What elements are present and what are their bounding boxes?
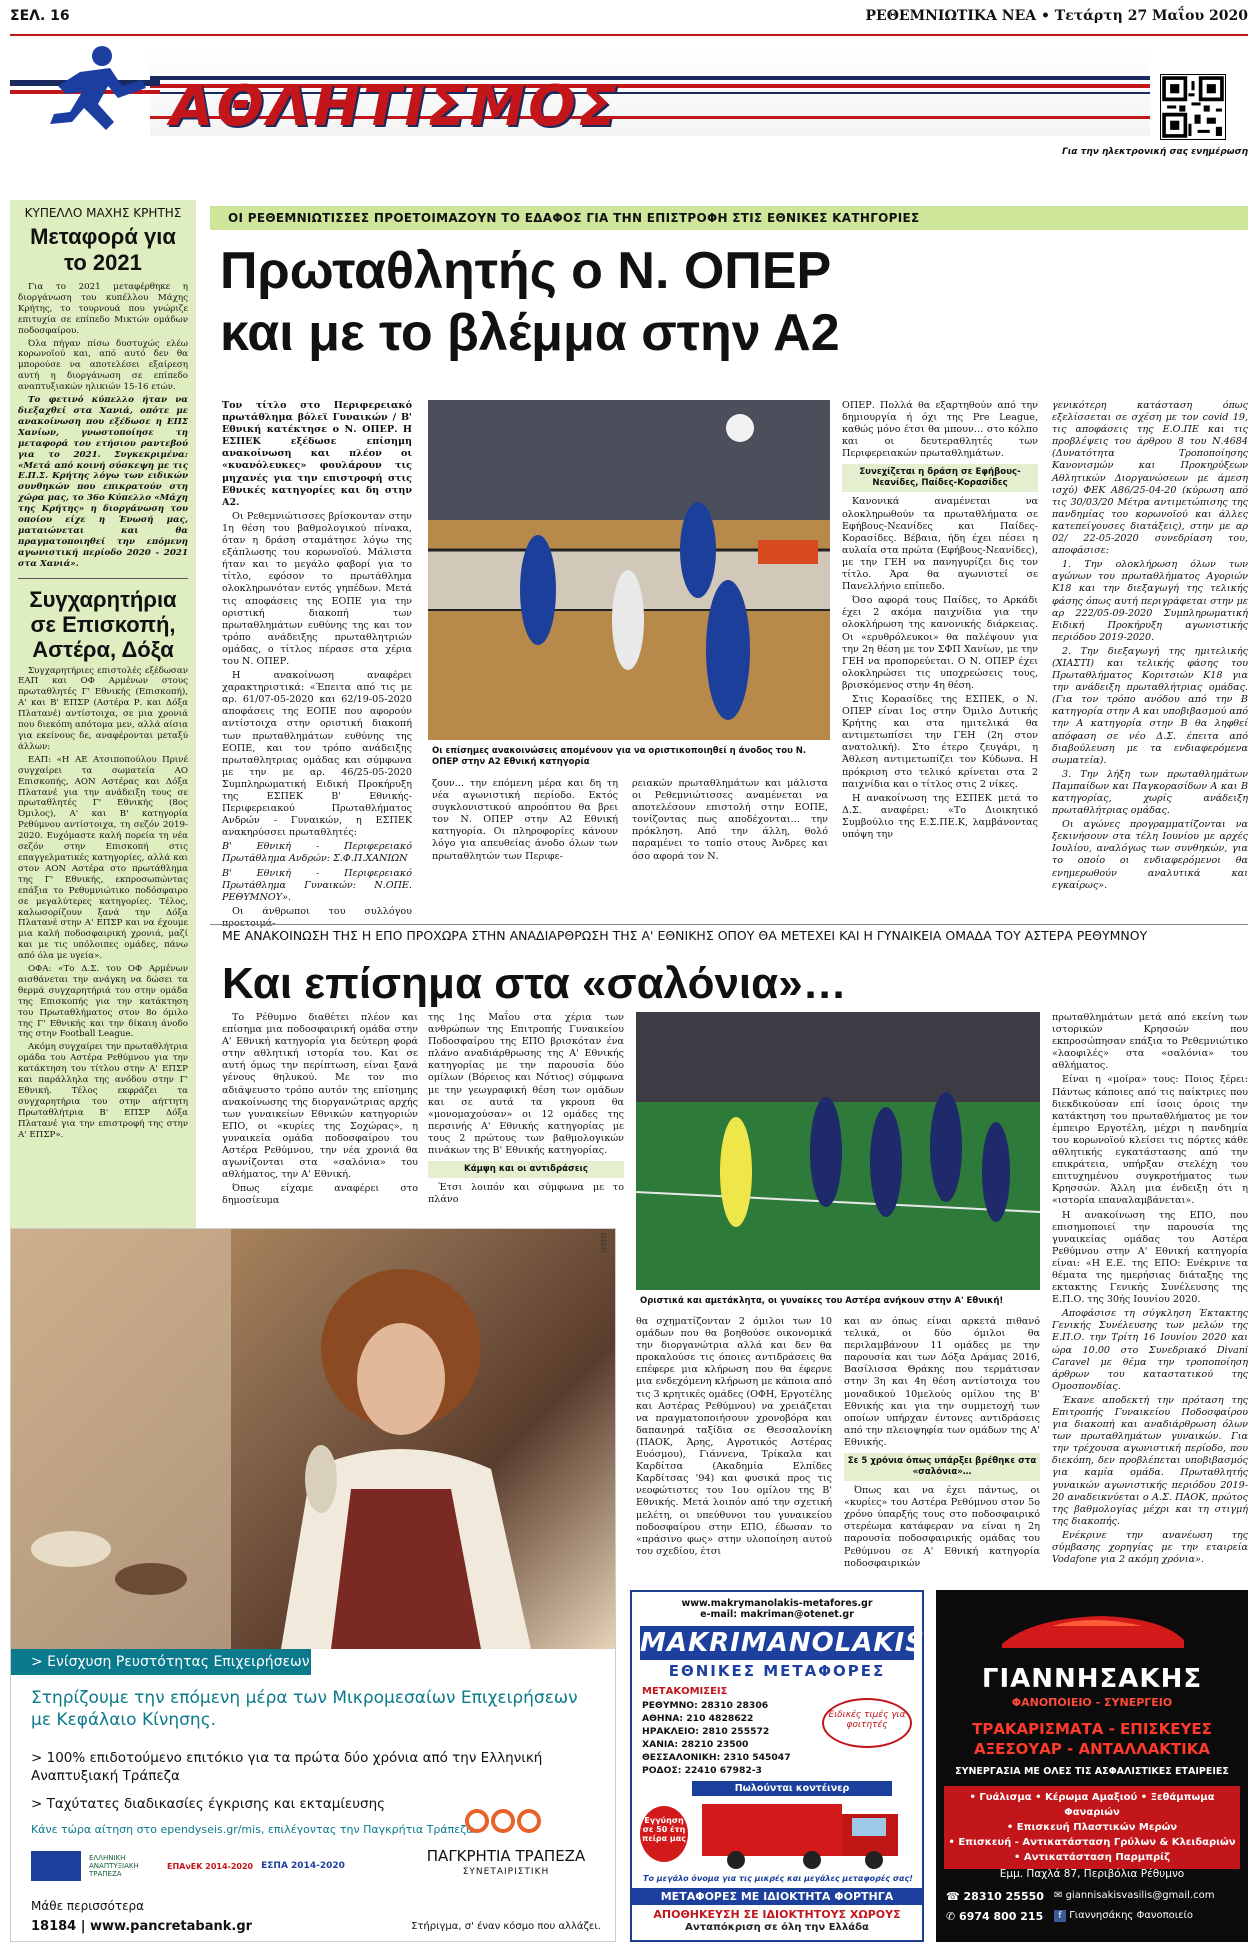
logo-text: ΕΛΛΗΝΙΚΗ ΑΝΑΠΤΥΞΙΑΚΗ ΤΡΑΠΕΖΑ bbox=[89, 1854, 139, 1878]
story2-column-4 bbox=[844, 1316, 1040, 1572]
paragraph: Για το 2021 μεταφέρθηκε η διοργάνωση του κυπέλλου Μάχης Κρήτης, το τουρνουά που γνώριζε επιτυχία σε επίπεδο Μικτών ομάδων ποδοσφαίρου. bbox=[18, 282, 188, 336]
moving-company-ad[interactable] bbox=[630, 1590, 924, 1942]
paragraph: ΕΑΠ: «Η ΑΕ Ατσιποπούλου Πρινέ συγχαίρει τα σωματεία ΑΟ Επισκοπής, ΑΟΝ Αστέρας και Δόξα Πλατανέ για την ανάδειξη τους σε πρωταθλητές Γ' Εθνικής (8ος Όμιλος), Α' και Β' κατηγορία Ρεθύμνου αντίστοιχα, τη σεζόν 2019-2020. Ευχόμαστε καλή πορεία τη νέα σεζόν στην Επισκοπή στις επαγγελματικές κατηγορίες, αλλά και στον ΑΟΝ Αστέρα στο πρωτάθλημα της Γ' Εθνικής, εκπροσωπώντας επάξια το Ρεθυμνιώτικο ποδόσφαιρο σε μεγαλύτερες κατηγορίες. Τέλος, καλωσορίζουν ξανά την Δόξα Πλατανέ στην Α' ΕΠΣΡ και να έχουμε μια καλή ποδοσφαιρική χρονιά, μαζί και με τις υπόλοιπες ομάδες, πάνω από όλα με υγεία». bbox=[18, 754, 188, 962]
ad-tagline: ΕΘΝΙΚΕΣ ΜΕΤΑΦΟΡΕΣ bbox=[668, 1662, 886, 1680]
paragraph: Το Ρέθυμνο διαθέτει πλέον και επίσημα μια ποδοσφαιρική ομάδα στην Α' Εθνική κατηγορία για δεύτερη φορά στην αθλητική ιστορία του. Και σε αυτή όμως την περίπτωση, είναι ξανά γένους θηλυκού. Με τον πιο αδιάψευστο τρόπο αυτόν της επίσημης ανακοίνωσης της διοργανώτριας αρχής των γυναικείων Εθνικών κατηγοριών ΕΠΟ, οι «κυρίες της Σοχώρας», η γυναικεία ομάδα ποδοσφαίρου του Αστέρα Ρεθύμνου, την νέα χρονιά θα αγωνίζονται στα «σαλόνια» του αθλήματος, την Α' Εθνική. bbox=[222, 1012, 418, 1181]
photo-caption: Οριστικά και αμετάκλητα, οι γυναίκες του Αστέρα ανήκουν στην Α' Εθνική! bbox=[640, 1296, 1004, 1306]
paragraph: Η ανακοίνωση αναφέρει χαρακτηριστικά: «Έπειτα από τις με αρ. 61/07-05-2020 και 62/19-05-2020 αποφάσεις της ΕΟΠΕ που αφορούν αντίστοιχα στην οριστική διακοπή των πρωταθλημάτων ευθύνης της ΕΟΠΕ, και τον τρόπο ανάδειξης πρωταθλητριας ομάδας και σύμφωνα με την με αρ. 46/25-05-2020 Συμπληρωματική Ειδική Προκήρυξη της ΕΣΠΕΚ Β' Εθνικής- Περιφερειακού Πρωταθλήματος Ανδρών - Γυναικών, η ΕΣΠΕΚ ανακηρύσσει πρωταθλητές: bbox=[222, 670, 412, 839]
brief-body bbox=[18, 282, 188, 570]
eu-flag-icon bbox=[31, 1851, 81, 1881]
headline-line: Πρωταθλητής ο Ν. ΟΠΕΡ bbox=[220, 242, 832, 300]
bank-slogan: Στήριγμα, σ' έναν κόσμο που αλλάζει. bbox=[411, 1921, 601, 1932]
ad-contact[interactable]: 18184 | www.pancretabank.gr bbox=[31, 1919, 253, 1934]
story1-column-2b bbox=[432, 778, 618, 865]
story1-lead: Τον τίτλο στο Περιφερειακό πρωτάθλημα βόλεϊ Γυναικών / Β' Εθνική κατέκτησε ο Ν. ΟΠΕΡ. Η ΕΣΠΕΚ εξέδωσε επίσημη ανακοίνωση και πλέον οι «κυανόλευκες» φουλάρουν τις μηχανές για την επιστροφή στις Εθνικές κατηγορίες και δη στην Α2. bbox=[222, 400, 412, 508]
phone-line: ΧΑΝΙΑ: 28210 23500 bbox=[642, 1739, 749, 1750]
paragraph: ΟΦΑ: «Το Δ.Σ. του ΟΦ Αρμένων αισθάνεται την ανάγκη να δώσει τα θερμά συγχαρητήριά του στην ομάδα της Επισκοπής για την κατάκτηση του Πρωταθλήματος στον 8ο όμιλο της Γ' Εθνικής και την δίκαιη άνοδο της στην Football League. bbox=[18, 964, 188, 1040]
bank-brand: ΠΑΓΚΡΗΤΙΑ ΤΡΑΠΕΖΑ bbox=[426, 1847, 586, 1865]
story1-subhead: Συνεχίζεται η δράση σε Εφήβους-Νεανίδες, Παίδες-Κορασίδες bbox=[842, 464, 1038, 492]
ad-containers: Πωλούνται κοντέινερ bbox=[692, 1781, 892, 1796]
phone-line: ✆ 6974 800 215 bbox=[946, 1910, 1044, 1923]
ad-line: ΤΡΑΚΑΡΙΣΜΑΤΑ - ΕΠΙΣΚΕΥΕΣ bbox=[972, 1720, 1212, 1738]
volleyball-scene-icon bbox=[428, 400, 830, 740]
brief-kicker: ΚΥΠΕΛΛΟ ΜΑΧΗΣ ΚΡΗΤΗΣ bbox=[24, 206, 182, 220]
logo-text: ΕΠΑνΕΚ 2014-2020 bbox=[167, 1861, 254, 1871]
service-list bbox=[944, 1786, 1240, 1869]
service-item: • Επισκευή Πλαστικών Μερών bbox=[1006, 1822, 1178, 1833]
paragraph: Έκανε αποδεκτή την πρόταση της Επιτροπής Γυναικείου Ποδοσφαίρου για διακοπή και αναδιάρθρωση όλων των πρωταθλημάτων γυναικών. Για την τρέχουσα αγωνιστική περίοδο, που διεκόπη, δεν προβλέπεται υποβιβασμός για καμία ομάδα. Πρωταθλητής γυναικών αγωνιστικής περιόδου 2019-20 αναδεικνύεται ο Α.Σ. ΠΑΟΚ, πρώτος της βαθμολογίας μέχρι και τη στιγμή της διακοπής. bbox=[1052, 1394, 1248, 1527]
ad-brand: ΓΙΑΝΝΗΣΑΚΗΣ bbox=[981, 1664, 1203, 1694]
qr-code-icon[interactable] bbox=[1160, 74, 1226, 140]
paragraph: Όλα πήγαν πίσω δυστυχώς ελέω κορωνοϊού και, από αυτό δεν θα μπορούσε να αποτελέσει εξαίρεση αυτή η διοργάνωση σε επίπεδο αναπτυξιακών ηλικιών 15-16 ετών. bbox=[18, 338, 188, 393]
bank-logo-icon bbox=[463, 1807, 543, 1835]
paragraph: γενικότερη κατάσταση όπως εξελίσσεται σε σχέση με τον covid 19, τις αποφάσεις της Ε.Ο.ΠΕ και τις προβλέψεις του άρθρου 8 του Ν.4684 (Δυνατότητα Τροποποίησης Κανονισμών και Προκηρύξεων Αθλητικών Διοργανώσεων με άμεση ισχύ) ΦΕΚ Α86/25-04-20 (κύρωση από τις 30/03/20 Μέτρα αντιμετώπισης της πανδημίας του κορωνοϊού και άλλες κατεπείγουσες διατάξεις), στην με αρ 02/ 22-05-2020 συνεδρίαση του, αποφάσισε: bbox=[1052, 400, 1248, 557]
paper-date: ΡΕΘΕΜΝΙΩΤΙΚΑ ΝΕΑ • Τετάρτη 27 Μαΐου 2020 bbox=[865, 8, 1248, 24]
story2-subhead: Κάμψη και οι αντιδράσεις bbox=[428, 1161, 624, 1178]
paragraph: Η ανακοίνωση της ΕΠΟ, που επισημοποιεί την παρουσία της γυναικείας ομάδας του Αστέρα Ρεθύμνου στην Α' Εθνική κατηγορία είναι: «Η Ε.Ε. της ΕΠΟ: Ενέκρινε τα θέματα της ημερήσιας διάταξης της εκτακτης Γενικής Συνέλευσης της Ε.Π.Ο. της 30ής Ιουνίου 2020. bbox=[1052, 1209, 1248, 1306]
paragraph: θα σχηματίζονταν 2 όμιλοι των 10 ομάδων που θα βοηθούσε οικονομικά την διοργανώτρια αλλά και δεν θα προκαλούσε τις όποιες αντιδράσεις θα επέφερε μια κλήρωση που θα έφερνε μια ενδεχόμενη κλήρωση με κάποια από τις 3 κρητικές ομάδες (ΟΦΗ, Εργοτέλης και Αστέρας Ρεθύμνου) να χρειάζεται να πραγματοποιήσουν χρονοβόρα και δαπανηρά ταξίδια σε Θεσσαλονίκη (ΠΑΟΚ, Άρης, Αγροτικός Αστέρας Ευόσμου), Γιάννενα, Τρίκαλα και Καρδίτσα (Ακαδημία Ελπίδες Καρδίτσας '94) και φυσικά προς τις νεοφώτιστες του 1ου ομίλου της Β' Εθνικής. Μετά λοιπόν από την σχετική μελέτη, οι υπεύθυνοι του γυναικείου ποδοσφαίρου στην ΕΠΟ, έδωσαν το «πράσινο φως» στην υλοποίηση αυτού του σχεδίου, έτσι bbox=[636, 1316, 832, 1557]
story-divider bbox=[210, 924, 1248, 925]
ad-brand: MAKRIMANOLAKIS bbox=[640, 1628, 925, 1658]
phone-line: ΘΕΣΣΑΛΟΝΙΚΗ: 2310 545047 bbox=[642, 1752, 791, 1763]
ad-web[interactable]: www.makrymanolakis-metafores.gr bbox=[681, 1598, 873, 1609]
ad-sub: ΦΑΝΟΠΟΙΕΙΟ - ΣΥΝΕΡΓΕΙΟ bbox=[1011, 1696, 1173, 1709]
divider bbox=[18, 578, 188, 579]
paragraph: 1. Την ολοκλήρωση όλων των αγώνων του πρωταθλήματος Αγοριών Κ18 και την διεξαγωγή της τελικής φάσης όπως αυτή περιγράφεται στην με αρ 222/05-09-2020 Συμπληρωματική Ειδική Προκήρυξη αγωνιστικής περιόδου 2019-2020. bbox=[1052, 559, 1248, 643]
sports-car-icon bbox=[992, 1604, 1192, 1658]
paragraph: Είναι η «μοίρα» τους: Ποιος ξέρει: Πάντως κάποιες από τις παίκτριες που διεκδικούσαν επί ίσοις όροις την κατάκτηση του πρωταθλήματος με τον έμπειρο Εργοτέλη, μέχρι η πανδημία του κορωνοϊού κλείσει τις πόρτες κάθε αθλητικής εγκατάστασης από την επικράτεια, υπήρξαν στελέχη του επιτυχημένου συγκροτήματος των Κρησσών. Άλλη μια ένδειξη ότι η «ιστορία επαναλαμβάνεται». bbox=[1052, 1074, 1248, 1207]
story2-column-5 bbox=[1052, 1012, 1248, 1568]
ad-sub: ΜΕΤΑΚΟΜΙΣΕΙΣ bbox=[642, 1686, 728, 1697]
ad-address: Εμμ. Παχλά 87, Περιβόλια Ρέθυμνο bbox=[999, 1868, 1185, 1880]
pancreta-bank-ad[interactable] bbox=[10, 1228, 616, 1942]
paragraph: Ακόμη συγχαίρει την πρωταθλήτρια ομάδα του Αστέρα Ρεθύμνου για την κατάκτηση του τίτλου στην Α' ΕΠΣΡ και παράλληλα της ανόδου στην Γ' Εθνική. Τέλος εκφράζει τα συγχαρητήρια του στην αήττητη Πρωταθλήτρια Β' ΕΠΣΡ Δόξα Πλατανέ για την επιστροφή της στην Α' ΕΠΣΡ». bbox=[18, 1042, 188, 1140]
football-photo bbox=[636, 1012, 1040, 1290]
story1-kicker: ΟΙ ΡΕΘΕΜΝΙΩΤΙΣΣΕΣ ΠΡΟΕΤΟΙΜΑΖΟΥΝ ΤΟ ΕΔΑΦΟΣ ΓΙΑ ΤΗΝ ΕΠΙΣΤΡΟΦΗ ΣΤΙΣ ΕΘΝΙΚΕΣ ΚΑΤΗΓΟΡΙΕΣ bbox=[210, 206, 1248, 230]
qr-caption: Για την ηλεκτρονική σας ενημέρωση bbox=[1062, 147, 1248, 157]
ad-headline: Στηρίζουμε την επόμενη μέρα των Μικρομεσαίων Επιχειρήσεων με Κεφάλαιο Κίνησης. bbox=[31, 1688, 578, 1730]
volleyball-photo bbox=[428, 400, 830, 740]
football-scene-icon bbox=[636, 1012, 1040, 1290]
paragraph: Β' Εθνική - Περιφερειακό Πρωτάθλημα Ανδρών: Σ.Φ.Π.ΧΑΝΙΩΝ bbox=[222, 841, 412, 865]
paragraph: Αποφάσισε τη σύγκληση Έκτακτης Γενικής Συνέλευσης των μελών της Ε.Π.Ο. την Τρίτη 16 Ιουνίου 2020 και ώρα 10.00 στο Συνεδριακό Divani Caravel με θέμα την τροποποίηση άρθρων του καταστατικού της Ομοσπονδίας. bbox=[1052, 1308, 1248, 1392]
paragraph: Β' Εθνική - Περιφερειακό Πρωτάθλημα Γυναικών: Ν.ΟΠΕ. ΡΕΘΥΜΝΟΥ». bbox=[222, 867, 412, 903]
paragraph: Κανονικά αναμένεται να ολοκληρωθούν τα πρωταθλήματα σε Εφήβους-Νεανίδες και Παίδες-Κορασίδες. Βέβαια, ήδη έχει πέσει η αυλαία στα πρώτα (Εφήβους-Νεανίδες), με την ΓΕΗ να πανηγυρίζει δις τον τίτλο. Άρα θα αγωνιστεί σε Πανελλήνιο επίπεδο. bbox=[842, 496, 1038, 593]
phone-line: ΑΘΗΝΑ: 210 4828622 bbox=[642, 1713, 754, 1724]
ad-tab: > Ενίσχυση Ρευστότητας Επιχειρήσεων bbox=[11, 1649, 311, 1675]
sidebar-briefs bbox=[10, 200, 196, 1232]
ad-bullet: > 100% επιδοτούμενο επιτόκιο για τα πρώτα δύο χρόνια από την Ελληνική Αναπτυξιακή Τράπεζα bbox=[31, 1750, 543, 1784]
phone-line: ΡΟΔΟΣ: 22410 67982-3 bbox=[642, 1765, 762, 1776]
paragraph: Στις Κορασίδες της ΕΣΠΕΚ, ο Ν. ΟΠΕΡ είναι 1ος στην Όμιλο Δυτικής Κρήτης και στα ημιτελικά θα αντιμετωπίσει την ΓΕΗ (2η στον ανατολική). Στο έτερο ζευγάρι, η Άθλεση αντιμετωπίζει τον Κύδωνα. Η πρόκριση στο τελικό κρίνεται στα 2 παιχνίδια και ο τίτλος στις 2 νίκες. bbox=[842, 693, 1038, 790]
paragraph: της 1ης Μαΐου στα χέρια των ανθρώπων της Επιτροπής Γυναικείου Ποδοσφαίρου της ΕΠΟ βρισκόταν ένα πλάνο αναδιάρθρωσης της Α' Εθνικής κατηγορίας με την παρουσία δύο ομίλων (Βόρειος και Νότιος) σύμφωνα με την γεωγραφική θέση των ομάδων και σε αυτά τα γκρουπ θα «μονομαχούσαν» οι 12 ομάδες της περσινής Α' Εθνικής κατηγορίας με τους 2 πρώτους των βαθμολογικών πινάκων της Β' Εθνικής κατηγορίας. bbox=[428, 1012, 624, 1157]
story2-headline: Και επίσημα στα «σαλόνια»… bbox=[222, 959, 847, 1008]
paragraph: ρειακών πρωταθλημάτων και μάλιστα οι Ρεθεμνιώτισσες αναμένεται να αποτελέσουν επιστολή στην ΕΟΠΕ, τονίζοντας πως αποδέχονται… την πρόκληση. Από την άλλη, θολό παραμένει το τοπίο στους Άνδρες και όσο αφορά τον Ν. bbox=[632, 778, 828, 862]
guarantee-badge: Εγγύηση σε 50 έτη πείρα μας bbox=[640, 1806, 688, 1862]
ad-cta[interactable]: Κάνε τώρα αίτηση στο ependyseis.gr/mis, επιλέγοντας την Παγκρήτια Τράπεζα. bbox=[31, 1823, 477, 1836]
facebook-line[interactable] bbox=[1054, 1910, 1193, 1922]
truck-icon bbox=[692, 1798, 912, 1870]
ad-bubble: Ειδικές τιμές για φοιτητές bbox=[822, 1698, 912, 1748]
service-item: • Γυάλισμα • Κέρωμα Αμαξιού • Ξεθάμπωμα Φαναριών bbox=[969, 1792, 1215, 1818]
funding-logos bbox=[31, 1851, 345, 1881]
paragraph: ΟΠΕΡ. Πολλά θα εξαρτηθούν από την δημιουργία ή όχι της Pre League, καθώς μόνο έτσι θα μπουν… στο κόλπο και οι δευτεραθλητές των Περιφερειακών πρωταθλημάτων. bbox=[842, 400, 1038, 460]
body-shop-ad[interactable] bbox=[936, 1590, 1248, 1942]
paragraph: Οι αγώνες προγραμματίζονται να ξεκινήσουν στα τέλη Ιουνίου με αρχές Ιουλίου, αναλόγως των συνθηκών, για το οποίο οι ενδιαφερόμενοι θα ενημερωθούν αναλυτικά και εγκαίρως». bbox=[1052, 819, 1248, 891]
story1-column-4 bbox=[842, 400, 1038, 843]
ad-bottom: ΜΕΤΑΦΟΡΕΣ ΜΕ ΙΔΙΟΚΤΗΤΑ ΦΟΡΤΗΓΑ bbox=[632, 1888, 922, 1905]
brief-headline: Μεταφορά για το 2021 bbox=[30, 224, 176, 275]
paragraph: Συγχαρητήριες επιστολές εξέδωσαν ΕΑΠ και ΟΦ Αρμένων στους πρωταθλητές Γ' Εθνικής (Επισκοπή), Α' και Β' ΕΠΣΡ (Αστέρα Ρ. και Δόξα Πλατανέ) αντίστοιχα, σε μια χρονιά που διεκόπη απότομα μεν, αλλά αίσια για εκείνους δε, αναφέρονται μεταξύ άλλων: bbox=[18, 665, 188, 752]
paragraph: 3. Την λήξη των πρωταθλημάτων Παμπαίδων και Παγκορασίδων Α και Β κατηγορίας, χωρίς ανάδειξη πρωταθλήτριας ομάδας. bbox=[1052, 768, 1248, 817]
paragraph: Όσο αφορά τους Παίδες, το Αρκάδι έχει 2 ακόμα παιχνίδια για την ολοκλήρωση της κανονικής διάρκειας. Οι «ερυθρόλευκοι» θα παλέψουν για την 2η θέση με τον ΣΦΠ Χανίων, με την ΓΕΗ να προπορεύεται. Ο Ν. ΟΠΕΡ έχει ολοκληρώσει τις υποχρεώσεις τους, βρισκόμενος στην 4η θέση. bbox=[842, 595, 1038, 691]
paragraph: 2. Την διεξαγωγή της ημιτελικής (ΧΙΑΣΤΙ) και τελικής φάσης του Πρωταθλήματος Κοριτσιών Κ18 για την ανάδειξη πρωταθλήτριας ομάδας. (Για τον τρόπο ανόδου από την Β κατηγορία στην Α και υποβιβασμού από την Α κατηγορία στην Β θα ληφθεί απόφαση σε νέο Δ.Σ. έπειτα από διαβούλευση με τα ενδιαφερόμενα σωματεία). bbox=[1052, 645, 1248, 766]
ad-learn: Μάθε περισσότερα bbox=[31, 1899, 145, 1913]
paragraph: Όπως και να έχει πάντως, οι «κυρίες» του Αστέρα Ρεθύμνου στον 5ο χρόνο ύπαρξής τους στο ποδοσφαιρικό στερέωμα κατάφεραν να είναι η 2η παρουσία ποδοσφαιρικής ομάδας του Ρεθύμνου σε Α' Εθνική κατηγορία ποδοσφαιρικών bbox=[844, 1485, 1040, 1569]
service-item: • Αντικατάσταση Παρμπρίζ bbox=[1014, 1852, 1170, 1863]
headline-line: και με το βλέμμα στην Α2 bbox=[220, 304, 840, 362]
photo-caption: Οι επίσημες ανακοινώσεις απομένουν για να οριστικοποιηθεί η άνοδος του Ν. ΟΠΕΡ στην Α2 Εθνική κατηγορία bbox=[432, 746, 807, 767]
story2-column-2 bbox=[428, 1012, 624, 1208]
ad-credit: ΟΣΕΟ bbox=[599, 1233, 607, 1253]
ad-line: ΣΥΝΕΡΓΑΣΙΑ ΜΕ ΟΛΕΣ ΤΙΣ ΑΣΦΑΛΙΣΤΙΚΕΣ ΕΤΑΙΡΕΙΕΣ bbox=[955, 1766, 1229, 1777]
story1-column-1 bbox=[222, 400, 412, 932]
paragraph: πρωταθλημάτων μετά από εκείνη των ιστορικών Κρησσών που εκπροσώπησαν επάξια το Ρεθεμνιώτικο «λαοφιλές» στα «σαλόνια» του αθλήματος. bbox=[1052, 1012, 1248, 1072]
header-rule bbox=[10, 34, 1248, 36]
ad-photo bbox=[11, 1229, 615, 1649]
phone-number: 28310 25550 bbox=[963, 1890, 1044, 1903]
ad-line: ΑΞΕΣΟΥΑΡ - ΑΝΤΑΛΛΑΚΤΙΚΑ bbox=[974, 1740, 1210, 1758]
story1-column-5 bbox=[1052, 400, 1248, 894]
ad-slogan: Το μεγάλο όνομα για τις μικρές και μεγάλες μεταφορές σας! bbox=[643, 1874, 913, 1883]
bank-sub: ΣΥΝΕΤΑΙΡΙΣΤΙΚΗ bbox=[462, 1867, 550, 1877]
logo-text: ΕΣΠΑ 2014-2020 bbox=[261, 1861, 345, 1871]
story2-kicker: ΜΕ ΑΝΑΚΟΙΝΩΣΗ ΤΗΣ Η ΕΠΟ ΠΡΟΧΩΡΑ ΣΤΗΝ ΑΝΑΔΙΑΡΘΡΩΣΗ ΤΗΣ Α' ΕΘΝΙΚΗΣ ΟΠΟΥ ΘΑ ΜΕΤΕΧΕΙ ΚΑΙ Η ΓΥΝΑΙΚΕΙΑ ΟΜΑΔΑ ΤΟΥ ΑΣΤΕΡΑ ΡΕΘΥΜΝΟΥ bbox=[222, 928, 1148, 943]
paragraph: και αν όπως είναι αρκετά πιθανό τελικά, οι δύο όμιλοι θα περιλαμβάνουν 11 ομάδες με την παρουσία και των Δόξα Δράμας 2016, Βασίλισσα Θράκης που τερμάτισαν στην 3η και 4η θέση αντίστοιχα του μοναδικού 10μελούς ομίλου της Β' Εθνικής και για την συμμετοχή των οποίων υπήρχαν έντονες αντιδράσεις από την πλειοψηφία των ομάδων της Α' Εθνικής. bbox=[844, 1316, 1040, 1448]
story1-headline bbox=[220, 240, 1180, 364]
section-title: ΑΘΛΗΤΙΣΜΟΣ bbox=[170, 74, 621, 139]
facebook-icon: f bbox=[1054, 1910, 1066, 1922]
email-text: giannisakisvasilis@gmail.com bbox=[1065, 1890, 1215, 1901]
brief-body bbox=[18, 666, 188, 1141]
ad-email[interactable]: e-mail: makriman@otenet.gr bbox=[700, 1609, 854, 1620]
story1-column-3b bbox=[632, 778, 828, 865]
page-number: ΣΕΛ. 16 bbox=[10, 8, 70, 24]
service-item: • Επισκευή - Αντικατάσταση Γρύλων & Κλειδαριών bbox=[948, 1837, 1236, 1848]
paragraph: Το φετινό κύπελλο ήταν να διεξαχθεί στα Χανιά, οπότε με ανακοίνωση που εξέδωσε η ΕΠΣ Χανίων, γνωστοποίησε τη μεταφορά του ετήσιου ραντεβού για το 2021. Συγκεκριμένα: «Μετά από κοινή σύσκεψη με τις Ε.Π.Σ. Κρήτης λόγω των ειδικών συνθηκών που επικρατούν στη χώρα μας, το 36ο Κύπελλο «Μάχη της Κρήτης» η διοργάνωση του οποίου είχε η Ένωσή μας, ματαιώνεται και θα πραγματοποιηθεί την επόμενη αγωνιστική περίοδο 2020 - 2021 στα Χανιά». bbox=[18, 395, 188, 569]
paragraph: Οι Ρεθεμνιώτισσες βρίσκονταν στην 1η θέση του βαθμολογικού πίνακα, όταν η δράση σταμάτησε λόγω της εξάπλωσης του κορωνοϊού. Μάλιστα ήταν και το μεγάλο φαβορί για το τίτλο, εφόσον το πρωτάθλημα ολοκληρωνόταν εντός γηπέδων. Μετά τις αποφάσεις της ΕΟΠΕ για την οριστική διακοπή των πρωταθλημάτων ευθύνης της και τον τρόπο ανάδειξης πρωταθλητριών ομάδας, ο τίτλος πέρασε στα χέρια του Ν. ΟΠΕΡ. bbox=[222, 510, 412, 667]
paragraph: ζουν… την επόμενη μέρα και δη τη νέα αγωνιστική περίοδο. Εκτός συγκλονιστικού απροόπτου θα βρει τον Ν. ΟΠΕΡ στην Α2 Εθνική κατηγορία. Οι πληροφορίες κάνουν λόγο για απευθείας άνοδο όλων των πρωταθλητών των Περιφε- bbox=[432, 778, 618, 862]
story2-column-1 bbox=[222, 1012, 418, 1210]
phone-line: ☎ 28310 25550 bbox=[946, 1890, 1044, 1903]
paragraph: Όπως είχαμε αναφέρει στο δημοσίευμα bbox=[222, 1183, 418, 1207]
ad-bottom: Ανταπόκριση σε όλη την Ελλάδα bbox=[685, 1922, 869, 1933]
story2-column-3 bbox=[636, 1316, 832, 1560]
story2-subhead: Σε 5 χρόνια όπως υπάρξει βρέθηκε στα «σαλόνια»… bbox=[844, 1453, 1040, 1481]
woman-pottery-icon bbox=[11, 1229, 615, 1649]
phone-line: ΗΡΑΚΛΕΙΟ: 2810 255572 bbox=[642, 1726, 770, 1737]
brief-headline: Συγχαρητήρια σε Επισκοπή, Αστέρα, Δόξα bbox=[29, 586, 177, 662]
paragraph: Οι άνθρωποι του συλλόγου προετοιμά- bbox=[222, 905, 412, 929]
email-line[interactable]: ✉ giannisakisvasilis@gmail.com bbox=[1054, 1890, 1215, 1901]
phone-line: ΡΕΘΥΜΝΟ: 28310 28306 bbox=[642, 1700, 769, 1711]
paragraph: Ενέκρινε την ανανέωση της σύμβασης χορηγίας με την εταιρεία Vodafone για 2 ακόμη χρόνια». bbox=[1052, 1529, 1248, 1566]
runner-logo-icon bbox=[10, 42, 170, 134]
paragraph: Η ανακοίνωση της ΕΣΠΕΚ μετά το Δ.Σ. αναφέρει: «Το Διοικητικό Συμβούλιο της Ε.Σ.ΠΕ.Κ, λαμβάνοντας υπόψη την bbox=[842, 792, 1038, 840]
phone-number: 6974 800 215 bbox=[959, 1910, 1044, 1923]
facebook-text: Γιαννησάκης Φανοποιείο bbox=[1069, 1910, 1194, 1921]
paragraph: Έτσι λοιπόν και σύμφωνα με το πλάνο bbox=[428, 1182, 624, 1206]
ad-bullet: > Ταχύτατες διαδικασίες έγκρισης και εκταμίευσης bbox=[31, 1796, 386, 1812]
ad-bottom: ΑΠΟΘΗΚΕΥΣΗ ΣΕ ΙΔΙΟΚΤΗΤΟΥΣ ΧΩΡΟΥΣ bbox=[653, 1908, 901, 1921]
